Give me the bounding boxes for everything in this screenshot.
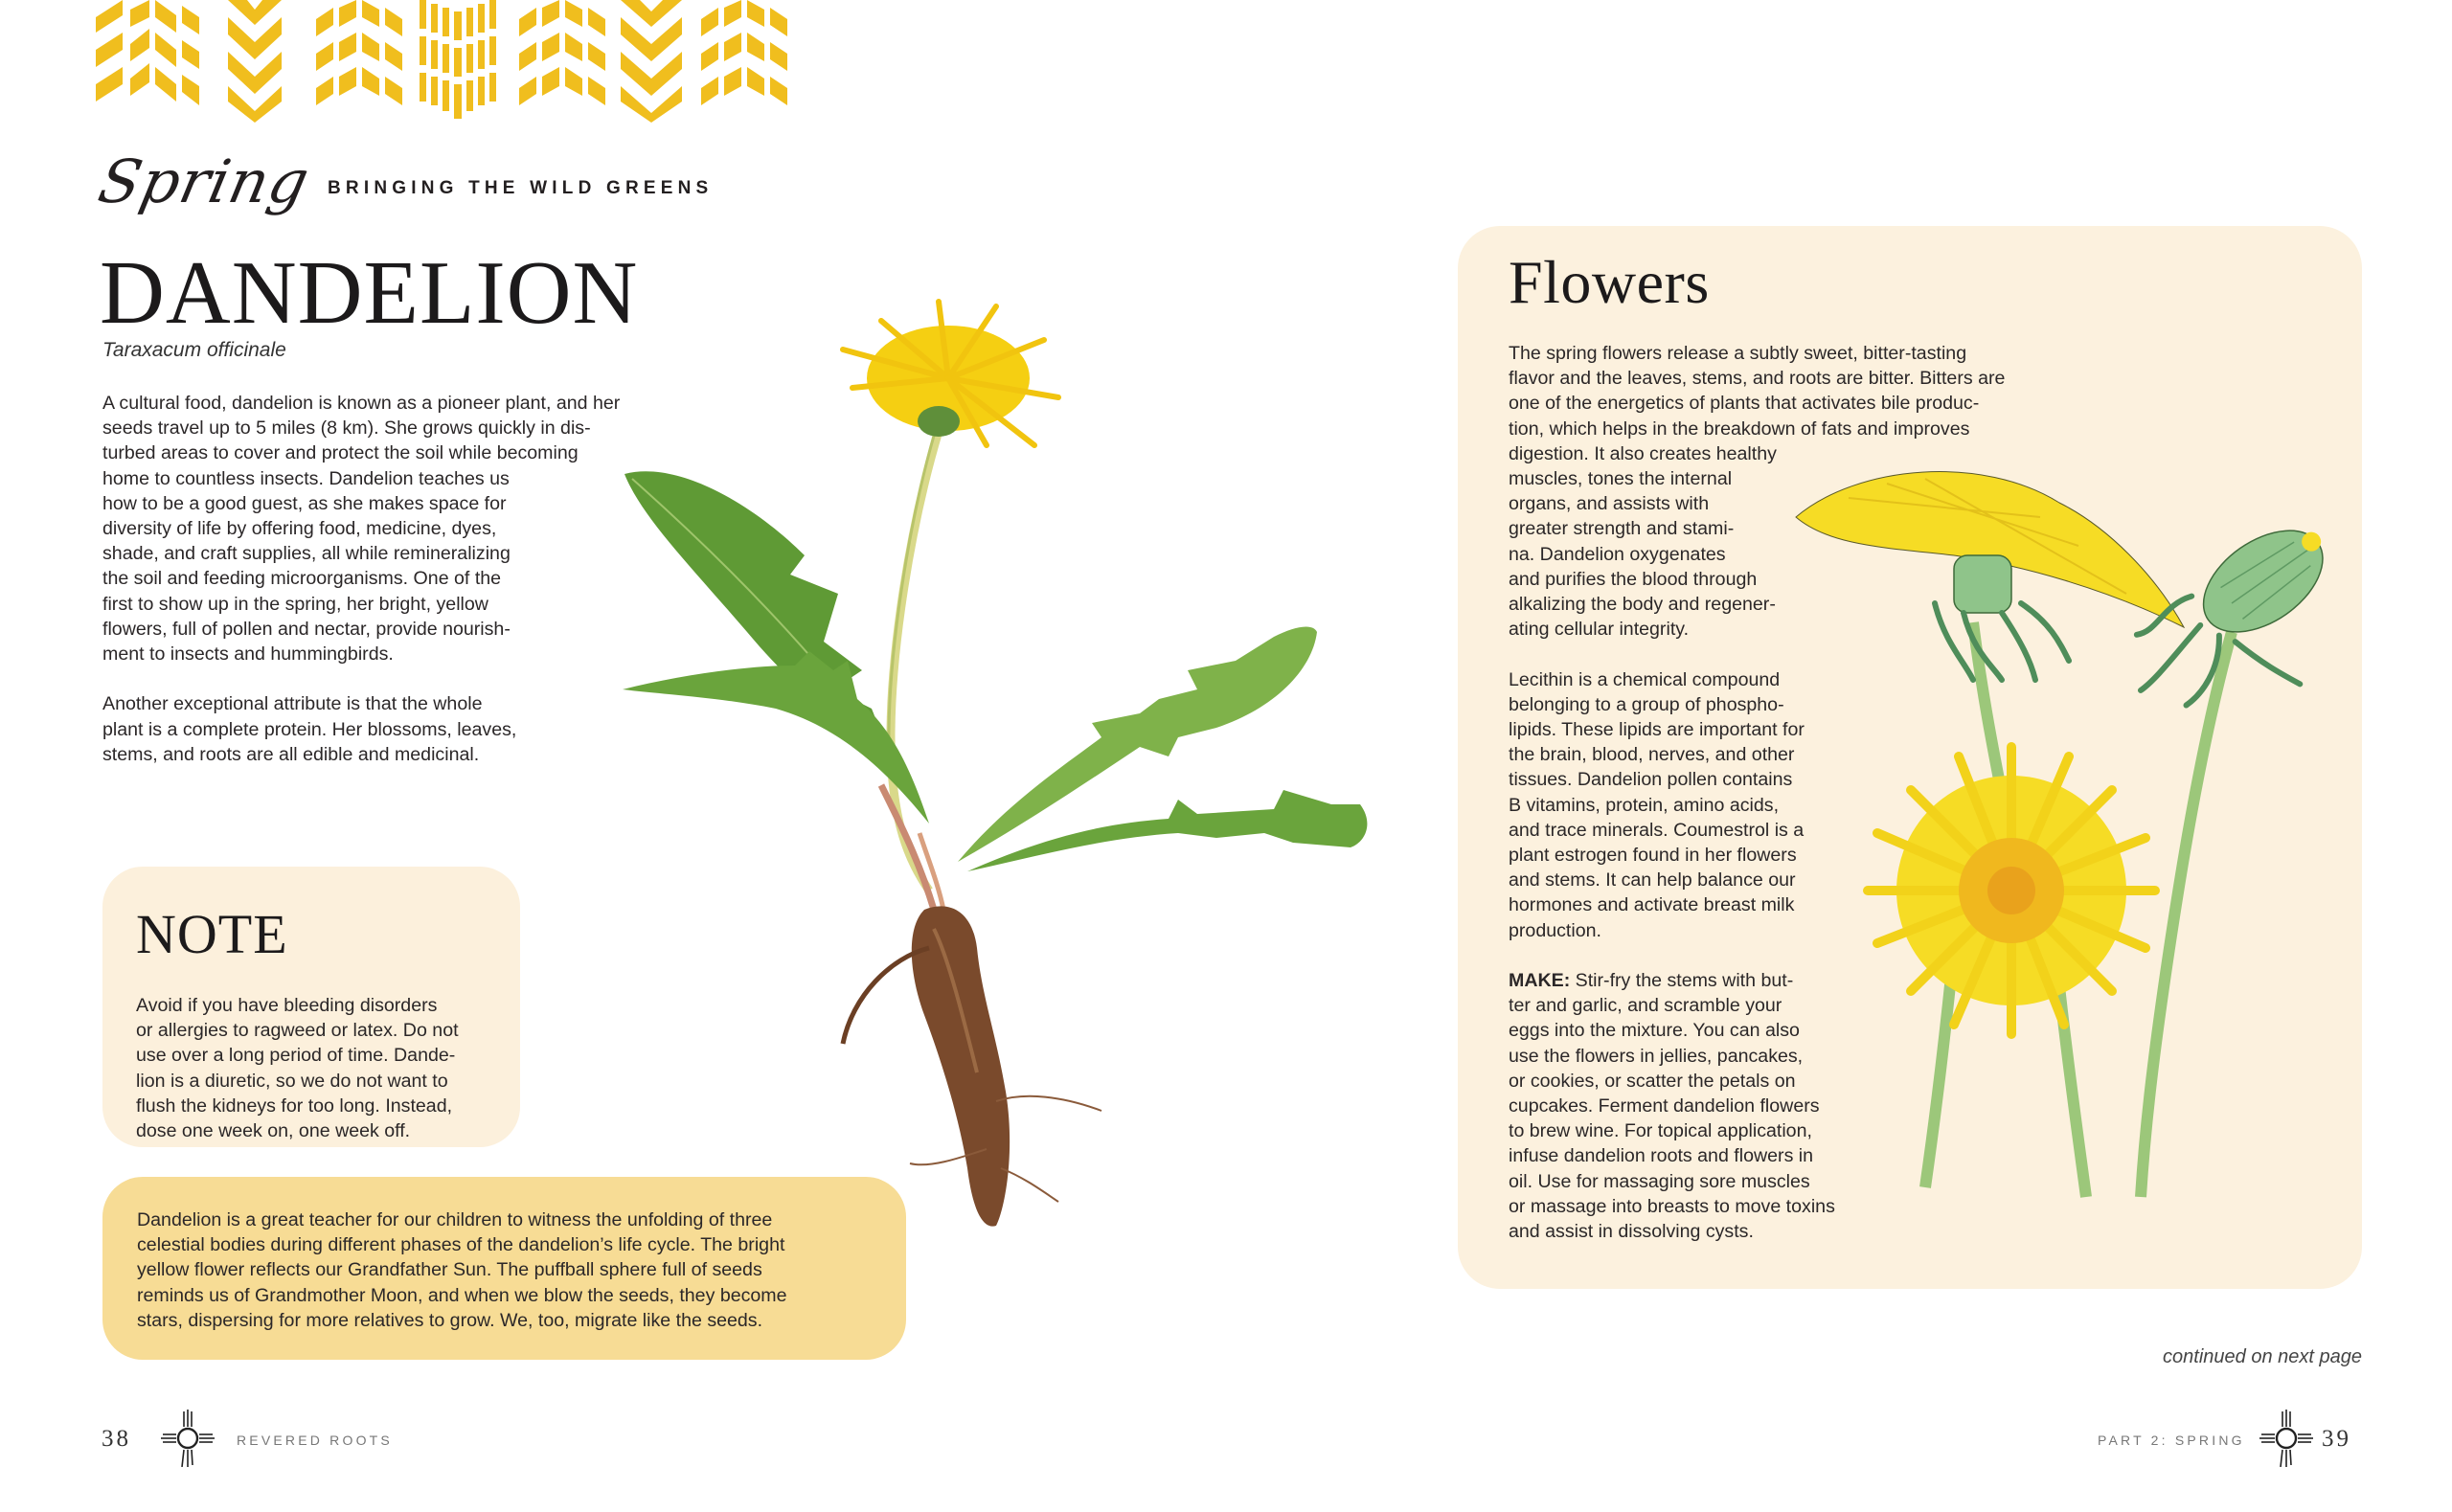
text-line: lipids. These lipids are important for xyxy=(1509,719,1805,741)
text-line: or cookies, or scatter the petals on xyxy=(1509,1070,1796,1092)
text-line: stems, and roots are all edible and medicinal. xyxy=(102,743,480,765)
running-head-left: REVERED ROOTS xyxy=(237,1433,393,1448)
panel-title: Flowers xyxy=(1509,248,1710,316)
text-line: the brain, blood, nerves, and other xyxy=(1509,744,1795,766)
text-line: and purifies the blood through xyxy=(1509,568,1758,590)
text-line: first to show up in the spring, her bright, yellow xyxy=(102,593,488,615)
text-line: plant estrogen found in her flowers xyxy=(1509,845,1797,867)
text-line: Avoid if you have bleeding disorders xyxy=(136,995,438,1016)
text-line: use over a long period of time. Dande- xyxy=(136,1045,456,1067)
section-script-title: Spring xyxy=(92,147,316,216)
text-line: infuse dandelion roots and flowers in xyxy=(1509,1145,1814,1167)
text-line: seeds travel up to 5 miles (8 km). She grows quickly in dis- xyxy=(102,417,591,440)
text-line: flavor and the leaves, stems, and roots are bitter. Bitters are xyxy=(1509,368,2006,390)
text-line: diversity of life by offering food, medicine, dyes, xyxy=(102,518,497,540)
text-line: alkalizing the body and regener- xyxy=(1509,594,1776,616)
page-number-right: 39 xyxy=(2322,1426,2351,1452)
section-subtitle: BRINGING THE WILD GREENS xyxy=(328,178,714,198)
text-line: digestion. It also creates healthy xyxy=(1509,442,1777,464)
make-label: MAKE: xyxy=(1509,970,1571,992)
text-line: hormones and activate breast milk xyxy=(1509,894,1795,916)
text-line: production. xyxy=(1509,919,1601,941)
text-line: organs, and assists with xyxy=(1509,493,1710,515)
text-line: and stems. It can help balance our xyxy=(1509,869,1796,891)
text-line: lion is a diuretic, so we do not want to xyxy=(136,1070,448,1092)
text-line: Lecithin is a chemical compound xyxy=(1509,668,1781,690)
note-box xyxy=(102,867,520,1147)
page-number-left: 38 xyxy=(102,1426,131,1452)
running-head-right: PART 2: SPRING xyxy=(2098,1433,2245,1448)
text-line: yellow flower reflects our Grandfather Sun. The puffball sphere full of seeds xyxy=(137,1259,762,1281)
note-title: NOTE xyxy=(136,903,288,965)
text-line: ating cellular integrity. xyxy=(1509,619,1690,641)
text-line: tissues. Dandelion pollen contains xyxy=(1509,769,1793,791)
note-text xyxy=(136,993,488,1143)
text-line: and assist in dissolving cysts. xyxy=(1509,1221,1754,1243)
text-line: greater strength and stami- xyxy=(1509,518,1735,540)
text-line: flush the kidneys for too long. Instead, xyxy=(136,1095,453,1117)
text-line: A cultural food, dandelion is known as a pioneer plant, and her xyxy=(102,393,621,414)
text-line: ment to insects and hummingbirds. xyxy=(102,643,394,666)
text-line: or massage into breasts to move toxins xyxy=(1509,1195,1835,1217)
latin-name: Taraxacum officinale xyxy=(102,339,286,361)
text-line: dose one week on, one week off. xyxy=(136,1120,411,1142)
text-line: eggs into the mixture. You can also xyxy=(1509,1020,1800,1042)
text-line: Dandelion is a great teacher for our children to witness the unfolding of three xyxy=(137,1209,773,1230)
text-line: how to be a good guest, as she makes space for xyxy=(102,492,507,514)
text-line: muscles, tones the internal xyxy=(1509,468,1733,490)
text-line: tion, which helps in the breakdown of fats and improves xyxy=(1509,417,1970,440)
text-line: turbed areas to cover and protect the soil while becoming xyxy=(102,442,579,464)
chevron-banner-icon xyxy=(96,0,787,123)
text-line: oil. Use for massaging sore muscles xyxy=(1509,1170,1810,1192)
make-text: Stir-fry the stems with but- xyxy=(1570,970,1794,992)
text-line: B vitamins, protein, amino acids, xyxy=(1509,794,1780,816)
dandelion-plant-photo xyxy=(603,287,1379,1283)
text-line: belonging to a group of phospho- xyxy=(1509,693,1784,715)
page-title: DANDELION xyxy=(100,243,639,343)
text-line: Another exceptional attribute is that the whole xyxy=(102,693,483,715)
text-line: and trace minerals. Coumestrol is a xyxy=(1509,819,1805,841)
text-line: one of the energetics of plants that activates bile produc- xyxy=(1509,393,1980,415)
text-line: The spring flowers release a subtly sweet, bitter-tasting xyxy=(1509,343,1967,364)
continued-note: continued on next page xyxy=(2163,1346,2362,1367)
text-line: ter and garlic, and scramble your xyxy=(1509,995,1782,1017)
text-line: the soil and feeding microorganisms. One of the xyxy=(102,568,502,590)
text-line: flowers, full of pollen and nectar, provide nourish- xyxy=(102,618,511,640)
text-line: or allergies to ragweed or latex. Do not xyxy=(136,1020,459,1042)
text-line: use the flowers in jellies, pancakes, xyxy=(1509,1045,1804,1067)
text-line: celestial bodies during different phases of the dandelion’s life cycle. The bright xyxy=(137,1234,785,1256)
text-line: shade, and craft supplies, all while remineralizing xyxy=(102,543,511,565)
text-line: na. Dandelion oxygenates xyxy=(1509,543,1726,565)
text-line: to brew wine. For topical application, xyxy=(1509,1120,1812,1142)
text-line: reminds us of Grandmother Moon, and when we blow the seeds, they become xyxy=(137,1284,787,1306)
text-line: home to countless insects. Dandelion teaches us xyxy=(102,467,510,489)
dandelion-flowers-illustration xyxy=(1782,450,2356,1207)
text-line: cupcakes. Ferment dandelion flowers xyxy=(1509,1095,1820,1117)
text-line: plant is a complete protein. Her blossoms, leaves, xyxy=(102,718,517,740)
text-line: stars, dispersing for more relatives to grow. We, too, migrate like the seeds. xyxy=(137,1309,763,1331)
zia-sun-icon xyxy=(161,1410,215,1467)
zia-sun-icon xyxy=(2259,1410,2313,1467)
